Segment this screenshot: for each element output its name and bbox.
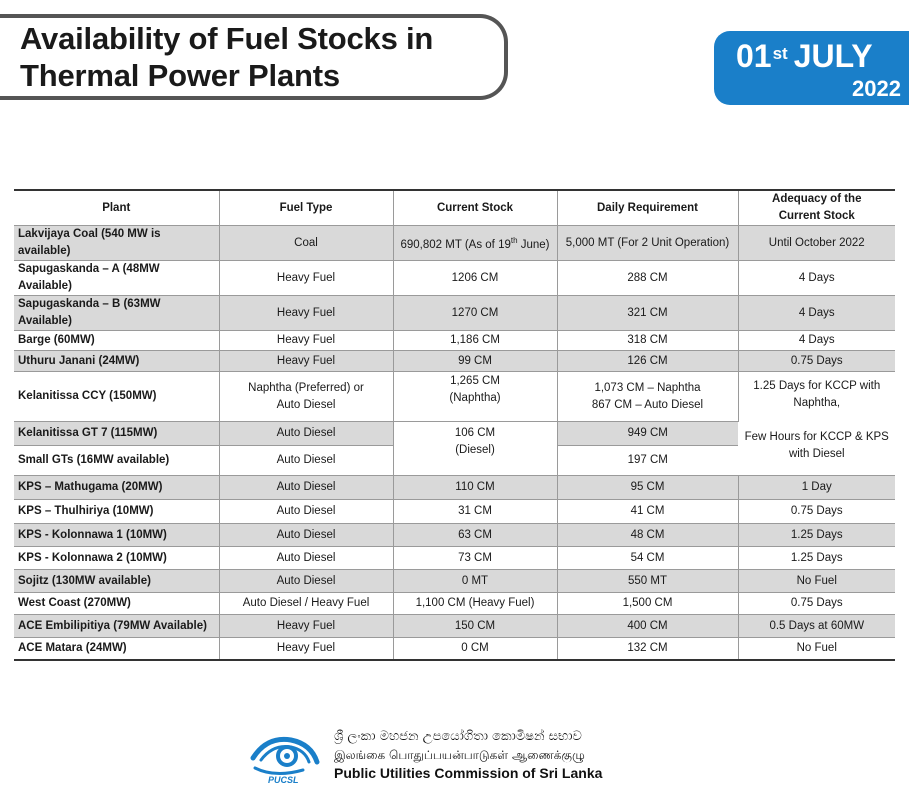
table-row [14, 476, 895, 500]
cell-daily: 5,000 MT (For 2 Unit Operation) [557, 226, 738, 261]
footer-english-name: Public Utilities Commission of Sri Lanka [334, 765, 603, 781]
date-day-month [736, 39, 873, 73]
cell-plant: KPS - Kolonnawa 1 (10MW) [14, 524, 219, 547]
cell-daily [557, 372, 738, 422]
cell-stock: 1270 CM [393, 296, 557, 331]
cell-adequacy: No Fuel [738, 638, 895, 660]
cell-adequacy: 1.25 Days [738, 547, 895, 570]
cell-daily: 318 CM [557, 331, 738, 351]
cell-daily: 550 MT [557, 570, 738, 593]
table-row [14, 331, 895, 351]
cell-daily: 949 CM [557, 422, 738, 446]
cell-stock: 73 CM [393, 547, 557, 570]
table-row [14, 296, 895, 331]
cell-plant: ACE Embilipitiya (79MW Available) [14, 615, 219, 638]
table-row [14, 261, 895, 296]
header-current-stock: Current Stock [393, 190, 557, 226]
cell-daily: 400 CM [557, 615, 738, 638]
cell-fuel: Coal [219, 226, 393, 261]
cell-plant: Kelanitissa GT 7 (115MW) [14, 422, 219, 446]
cell-stock: 63 CM [393, 524, 557, 547]
cell-adequacy: 1.25 Days [738, 524, 895, 547]
cell-stock: 99 CM [393, 351, 557, 372]
table-row [14, 615, 895, 638]
cell-fuel: Auto Diesel [219, 500, 393, 524]
cell-plant: Small GTs (16MW available) [14, 446, 219, 476]
cell-stock: 0 MT [393, 570, 557, 593]
cell-stock-tail: June) [517, 238, 550, 251]
title-line-1: Availability of Fuel Stocks in [20, 21, 434, 56]
cell-adequacy-merged [738, 372, 895, 476]
cell-fuel: Heavy Fuel [219, 296, 393, 331]
cell-daily: 41 CM [557, 500, 738, 524]
cell-plant: KPS – Mathugama (20MW) [14, 476, 219, 500]
cell-fuel: Auto Diesel [219, 524, 393, 547]
cell-adequacy: 4 Days [738, 296, 895, 331]
cell-daily: 126 CM [557, 351, 738, 372]
cell-stock: 150 CM [393, 615, 557, 638]
cell-plant: West Coast (270MW) [14, 593, 219, 615]
cell-fuel-line-1: Naphtha (Preferred) or [248, 381, 364, 394]
cell-fuel: Auto Diesel [219, 422, 393, 446]
cell-daily: 1,500 CM [557, 593, 738, 615]
cell-fuel: Heavy Fuel [219, 331, 393, 351]
table-row [14, 547, 895, 570]
cell-adequacy: 4 Days [738, 331, 895, 351]
cell-adequacy: 0.75 Days [738, 351, 895, 372]
cell-stock-line-1: 1,265 CM [450, 375, 500, 387]
cell-adequacy: 4 Days [738, 261, 895, 296]
cell-fuel: Auto Diesel [219, 446, 393, 476]
cell-stock-merged [393, 422, 557, 476]
cell-plant: KPS – Thulhiriya (10MW) [14, 500, 219, 524]
cell-fuel: Auto Diesel [219, 476, 393, 500]
table-row [14, 593, 895, 615]
cell-fuel [219, 372, 393, 422]
date-suffix: st [772, 44, 788, 63]
cell-stock: 31 CM [393, 500, 557, 524]
cell-daily: 197 CM [557, 446, 738, 476]
cell-daily: 288 CM [557, 261, 738, 296]
cell-stock-line-2: (Diesel) [455, 444, 495, 456]
cell-stock [393, 372, 557, 422]
cell-adequacy-line-2: Naphtha, [793, 397, 841, 409]
cell-fuel: Auto Diesel [219, 570, 393, 593]
table-row [14, 351, 895, 372]
cell-daily-line-2: 867 CM – Auto Diesel [591, 398, 704, 411]
table-row [14, 372, 895, 422]
cell-adequacy-line-3: Few Hours for KCCP & KPS [744, 431, 889, 443]
cell-stock: 110 CM [393, 476, 557, 500]
table-row [14, 500, 895, 524]
cell-plant: Sapugaskanda – B (63MW Available) [14, 296, 219, 331]
table-row [14, 226, 895, 261]
cell-fuel: Heavy Fuel [219, 261, 393, 296]
cell-fuel-line-2: Auto Diesel [276, 398, 336, 411]
logo-text: PUCSL [268, 775, 299, 785]
header-adequacy-line-2: Current Stock [778, 210, 855, 222]
cell-daily: 95 CM [557, 476, 738, 500]
date-badge [714, 31, 909, 105]
cell-stock: 1,186 CM [393, 331, 557, 351]
cell-stock: 1,100 CM (Heavy Fuel) [393, 593, 557, 615]
date-month: JULY [793, 38, 873, 74]
date-day: 01 [736, 38, 772, 74]
cell-plant: Sojitz (130MW available) [14, 570, 219, 593]
cell-daily: 48 CM [557, 524, 738, 547]
cell-adequacy: No Fuel [738, 570, 895, 593]
cell-plant: Kelanitissa CCY (150MW) [14, 372, 219, 422]
cell-daily-line-1: 1,073 CM – Naphtha [594, 381, 701, 394]
cell-plant: KPS - Kolonnawa 2 (10MW) [14, 547, 219, 570]
cell-stock: 0 CM [393, 638, 557, 660]
cell-stock: 1206 CM [393, 261, 557, 296]
fuel-stock-table [14, 189, 895, 661]
cell-adequacy-line-1: 1.25 Days for KCCP with [753, 380, 881, 392]
header-adequacy [738, 190, 895, 226]
cell-daily: 54 CM [557, 547, 738, 570]
cell-plant: Sapugaskanda – A (48MW Available) [14, 261, 219, 296]
cell-adequacy: 0.75 Days [738, 500, 895, 524]
table-row [14, 638, 895, 660]
cell-plant: Barge (60MW) [14, 331, 219, 351]
cell-daily: 132 CM [557, 638, 738, 660]
cell-fuel: Auto Diesel [219, 547, 393, 570]
cell-stock-sup: th [510, 236, 518, 246]
footer-tamil-name: இலங்கை பொதுப்பயன்பாடுகள் ஆணைக்குழு [334, 748, 585, 762]
table-row [14, 524, 895, 547]
cell-adequacy: 0.5 Days at 60MW [738, 615, 895, 638]
header-fuel-type: Fuel Type [219, 190, 393, 226]
cell-adequacy-line-4: with Diesel [788, 448, 845, 460]
table-header-row [14, 190, 895, 226]
cell-adequacy: 0.75 Days [738, 593, 895, 615]
cell-adequacy: 1 Day [738, 476, 895, 500]
cell-fuel: Heavy Fuel [219, 351, 393, 372]
cell-plant: Uthuru Janani (24MW) [14, 351, 219, 372]
date-year: 2022 [852, 76, 901, 101]
cell-stock-line-2: (Naphtha) [449, 392, 501, 404]
title-line-2: Thermal Power Plants [20, 58, 340, 93]
cell-fuel: Auto Diesel / Heavy Fuel [219, 593, 393, 615]
cell-fuel: Heavy Fuel [219, 638, 393, 660]
cell-fuel: Heavy Fuel [219, 615, 393, 638]
cell-adequacy: Until October 2022 [738, 226, 895, 261]
footer-sinhala-name: ශ්‍රී ලංකා මහජන උපයෝගිතා කොමිෂන් සභාව [334, 729, 582, 744]
table-row [14, 570, 895, 593]
cell-plant: Lakvijaya Coal (540 MW is available) [14, 226, 219, 261]
cell-stock [393, 226, 557, 261]
page-title [20, 20, 520, 94]
header-daily-requirement: Daily Requirement [557, 190, 738, 226]
header-adequacy-line-1: Adequacy of the [772, 193, 862, 205]
header-plant: Plant [14, 190, 219, 226]
cell-stock-main: 690,802 MT (As of 19 [400, 238, 511, 251]
cell-stock-line-1: 106 CM [454, 427, 496, 439]
cell-plant: ACE Matara (24MW) [14, 638, 219, 660]
cell-daily: 321 CM [557, 296, 738, 331]
